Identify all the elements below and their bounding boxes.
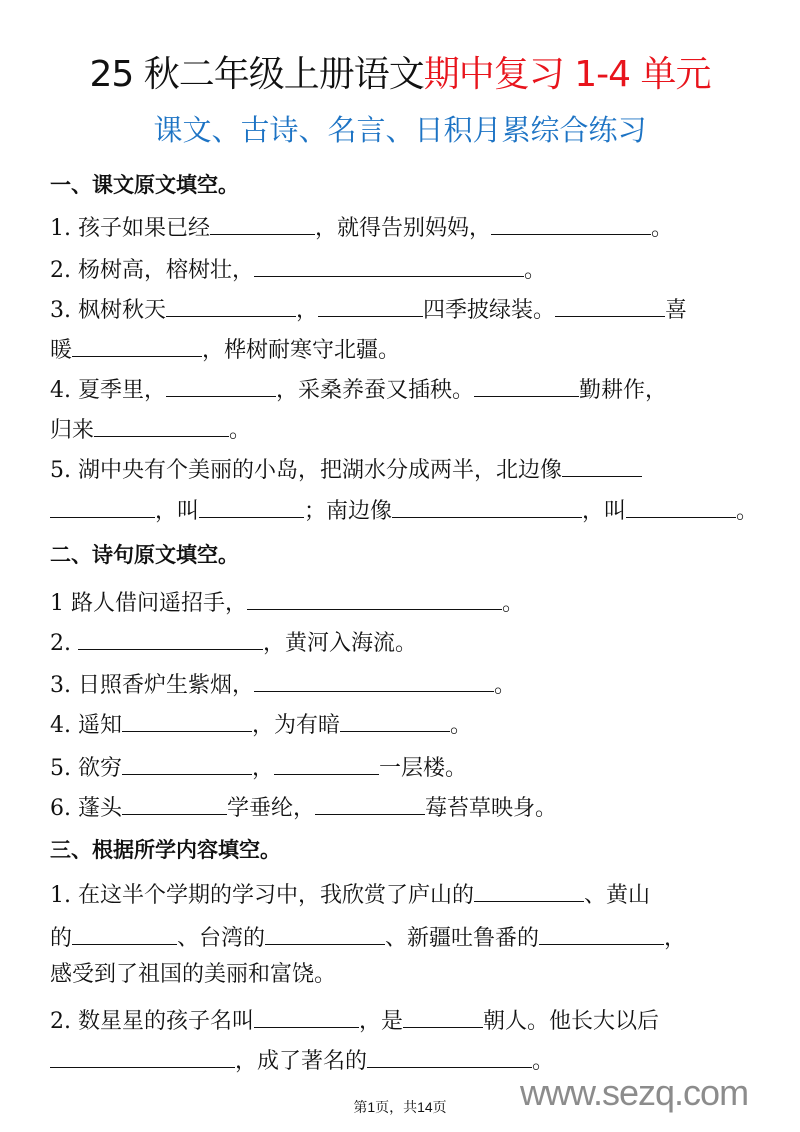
question-text: 1. 孩子如果已经 [50,216,210,241]
question-text: 4. 夏季里， [50,378,166,403]
question-text: 1. 在这半个学期的学习中，我欣赏了庐山的 [50,883,474,908]
question-text: 喜 [665,298,688,323]
question-text: 。 [523,258,546,283]
question-line [50,292,687,326]
question-text: 学垂纶， [226,796,315,821]
answer-blank[interactable] [94,412,229,437]
title-black-part: 25 秋二年级上册语文 [89,54,424,95]
question-text: ， [664,926,687,951]
question-line [50,1043,554,1077]
question-text: 2. [50,631,78,656]
title-red-part: 期中复习 1-4 单元 [423,54,711,95]
question-text: 4. 遥知 [50,713,122,738]
answer-blank[interactable] [491,210,651,235]
section-heading: 一、课文原文填空。 [50,173,239,197]
answer-blank[interactable] [122,707,252,732]
answer-blank[interactable] [626,493,736,518]
answer-blank[interactable] [315,790,425,815]
question-text: 5. 欲穷 [50,756,122,781]
page-footer: 第1页，共14页 [353,1099,447,1115]
page-subtitle: 课文、古诗、名言、日积月累综合练习 [153,113,647,147]
answer-blank[interactable] [265,920,385,945]
answer-blank[interactable] [254,1003,359,1028]
question-text: ，就得告别妈妈， [314,216,491,241]
question-line [50,625,417,659]
answer-blank[interactable] [474,877,584,902]
question-text: 。 [229,418,252,443]
question-line [50,452,642,486]
question-text: ，叫 [582,499,627,524]
question-text: 、台湾的 [177,926,266,951]
section-heading: 二、诗句原文填空。 [50,543,239,567]
answer-blank[interactable] [78,625,263,650]
answer-blank[interactable] [392,493,582,518]
question-text: 的 [50,926,73,951]
answer-blank[interactable] [340,707,450,732]
answer-blank[interactable] [166,372,276,397]
answer-blank[interactable] [274,750,379,775]
question-text: 一层楼。 [379,756,468,781]
answer-blank[interactable] [474,372,579,397]
question-text: 3. 枫树秋天 [50,298,166,323]
question-line [50,493,758,527]
answer-blank[interactable] [122,790,227,815]
question-text: 莓苔草映身。 [425,796,558,821]
question-text: ，是 [358,1009,403,1034]
question-text: 勤耕作， [579,378,668,403]
answer-blank[interactable] [72,332,202,357]
watermark: www.sezq.com [520,1072,749,1113]
question-line [50,960,336,990]
answer-blank[interactable] [166,292,296,317]
question-line [50,210,673,244]
question-text: ，黄河入海流。 [262,631,417,656]
question-line [50,372,667,406]
question-text: ，成了著名的 [235,1049,368,1074]
question-text: ，桦树耐寒守北疆。 [202,338,401,363]
question-text: 、黄山 [584,883,651,908]
question-text: 、新疆吐鲁番的 [385,926,540,951]
question-line [50,412,251,446]
question-text: 1 路人借问遥招手， [50,591,247,616]
question-line [50,585,524,619]
answer-blank[interactable] [50,493,155,518]
question-text: 归来 [50,418,95,443]
question-text: 四季披绿装。 [423,298,556,323]
question-line [50,920,686,954]
question-line [50,750,467,784]
page-title [0,52,800,98]
question-text: 。 [450,713,473,738]
question-text: ；南边像 [304,499,393,524]
question-text: ， [295,298,318,323]
answer-blank[interactable] [122,750,252,775]
answer-blank[interactable] [72,920,177,945]
question-line [50,877,650,911]
question-text: 。 [502,591,525,616]
question-line [50,332,400,366]
question-line [50,1003,659,1037]
question-text: 3. 日照香炉生紫烟， [50,673,254,698]
question-text: 。 [493,673,516,698]
question-text: 2. 杨树高，榕树壮， [50,258,254,283]
question-text: 。 [736,499,759,524]
question-line [50,790,557,824]
question-text: 5. 湖中央有个美丽的小岛，把湖水分成两半，北边像 [50,458,562,483]
answer-blank[interactable] [367,1043,532,1068]
question-line [50,252,546,286]
question-text: ，采桑养蚕又插秧。 [275,378,474,403]
question-text: 。 [651,216,674,241]
answer-blank[interactable] [403,1003,483,1028]
question-text: 感受到了祖国的美丽和富饶。 [50,962,337,987]
question-text: ， [251,756,274,781]
answer-blank[interactable] [199,493,304,518]
answer-blank[interactable] [247,585,502,610]
answer-blank[interactable] [210,210,315,235]
question-text: ，叫 [155,499,200,524]
answer-blank[interactable] [539,920,664,945]
answer-blank[interactable] [254,667,494,692]
question-text: 朝人。他长大以后 [483,1009,660,1034]
question-line [50,707,472,741]
answer-blank[interactable] [254,252,524,277]
question-line [50,667,516,701]
question-text: 2. 数星星的孩子名叫 [50,1009,254,1034]
question-text: 暖 [50,338,73,363]
question-text: ，为有暗 [251,713,340,738]
section-heading: 三、根据所学内容填空。 [50,838,281,862]
answer-blank[interactable] [50,1043,235,1068]
answer-blank[interactable] [555,292,665,317]
answer-blank[interactable] [562,452,642,477]
answer-blank[interactable] [318,292,423,317]
question-text: 6. 蓬头 [50,796,122,821]
question-text: 。 [532,1049,555,1074]
